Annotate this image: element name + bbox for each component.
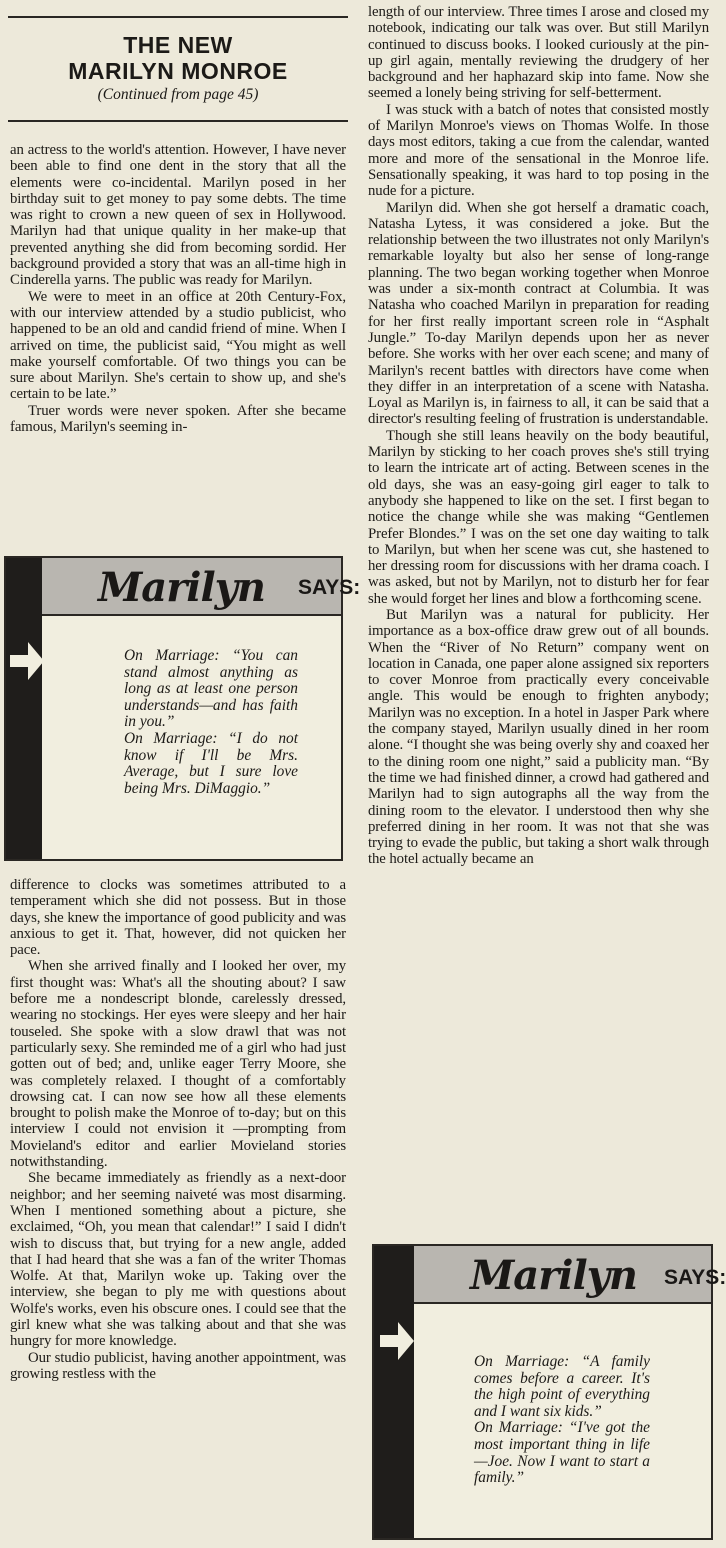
says-label: SAYS:: [664, 1266, 726, 1289]
headline-line-1: THE NEW: [123, 32, 233, 58]
paragraph: Marilyn did. When she got herself a dramatic coach, Natasha Lytess, it was considered a joke. But the relationship between the two illustrates not only Marilyn's remarkable loyalty but also her sense of long-range planning. The two began working together when Monroe was under a six-month contract at Columbia. It was Natasha who coached Marilyn in preparation for reading for her first really important screen role in “Asphalt Jungle.” To-day Marilyn depends upon her as never before. She works with her over each scene; and many of Marilyn's recent battles with directors have come when they differ in an interpretation of a scene with Natasha. Loyal as Marilyn is, in fairness to all, it can be said that a director's resulting feeling of frustration is understandable.: [368, 199, 709, 428]
marilyn-script-heading: Marilyn: [470, 1252, 637, 1299]
marilyn-says-box: [372, 1244, 726, 1540]
says-banner: [42, 558, 361, 616]
bottom-rule: [8, 120, 348, 122]
quote: On Marriage: “I've got the most important thing in life—Joe. Now I want to start a family.”: [474, 1419, 650, 1487]
headline-line-2: MARILYN MONROE: [68, 58, 288, 84]
title-block: [8, 16, 348, 122]
quote: On Marriage: “You can stand almost anything as long as at least one person understands—and has faith in you.”: [124, 647, 298, 731]
quote-block: [124, 648, 298, 797]
top-rule: [8, 16, 348, 18]
marilyn-says-box: [4, 556, 361, 861]
quote: On Marriage: “I do not know if I'll be Mrs. Average, but I sure love being Mrs. DiMaggio.”: [124, 729, 298, 797]
marilyn-script-heading: Marilyn: [98, 564, 265, 611]
paragraph: an actress to the world's attention. However, I have never been able to find one dent in the story that all the elements were co-incidental. Marilyn posed in her birthday suit to get money to pay some debts. The time was right to crown a new queen of sex in Hollywood. Marilyn had that unique quality in her make-up that prevented anything she did from becoming sordid. Her background provided a story that was an all-time high in Cinderella yarns. The public was ready for Marilyn.: [10, 142, 346, 289]
article-column-right: [368, 4, 709, 868]
continued-note: (Continued from page 45): [97, 86, 259, 103]
arrow-right-icon: [380, 1314, 416, 1368]
paragraph: Our studio publicist, having another appointment, was growing restless with the: [10, 1349, 346, 1382]
paragraph: But Marilyn was a natural for publicity. Her importance as a box-office draw grew out of all bounds. When the “River of No Return” company went on location in Canada, one paper alone assigned six reporters to cover Monroe from practically every conceivable angle. This would be enough to frighten anybody; Marilyn was no exception. In a hotel in Jasper Park where the company stayed, Marilyn usually dined in her room alone. “I thought she was being overly shy and coaxed her to the dining room one night,” said a publicity man. “By the time we had finished dinner, a crowd had gathered and Marilyn had to sign autographs all the way from the dining room to the elevator. I understood then why she preferred dining in her room. It was not that she was trying to evade the public, but taking a short walk through the hotel actually became an: [368, 606, 709, 868]
paragraph: Though she still leans heavily on the body beautiful, Marilyn by sticking to her coach proves she's still trying to learn the intricate art of acting. Between scenes in the old days, she was an easy-going girl eager to talk to anybody she happened to like on the set. I first began to notice the change while she was making “Gentlemen Prefer Blondes.” I was on the set one day waiting to talk to Marilyn, but when her scene was cut, she hastened to her dressing room for discussions with her drama coach. I was asked, but not by Marilyn, not to disturb her for fear she would forget her lines and blow a forthcoming scene.: [368, 427, 709, 607]
box-stripe: [374, 1246, 414, 1538]
article-column-left-bottom: [10, 877, 346, 1382]
says-banner: [414, 1246, 726, 1304]
says-label: SAYS:: [298, 576, 361, 599]
paragraph: She became immediately as friendly as a next-door neighbor; and her seeming naiveté was most disarming. When I mentioned something about a picture, she exclaimed, “Oh, you mean that calendar!” I said I didn't wish to discuss that, but trying for a new angle, added that I had heard that she was a fan of the writer Thomas Wolfe. At that, Marilyn woke up. Taking over the interview, she began to ply me with questions about Wolfe's works, even his obscure ones. I could see that the girl knew what she was talking about and that she was hungry for more knowledge.: [10, 1170, 346, 1350]
paragraph: We were to meet in an office at 20th Century-Fox, with our interview attended by a studio publicist, who happened to be an old and candid friend of mine. When I arrived on time, the publicist said, “You might as well make yourself comfortable. Of two things you can be sure about Marilyn. She's certain to show up, and she's certain to be late.”: [10, 288, 346, 403]
paragraph: I was stuck with a batch of notes that consisted mostly of Marilyn Monroe's views on Thomas Wolfe. In those days most editors, taking a cue from the calendar, wanted more and more of the sensational in the Monroe life. Sensationally speaking, it was hard to top posing in the nude for a picture.: [368, 101, 709, 200]
paragraph: difference to clocks was sometimes attributed to a temperament which she did not possess. But in those days, she knew the importance of good publicity and was anxious to get it. That, however, did not quicken her pace.: [10, 877, 346, 959]
paragraph: Truer words were never spoken. After she became famous, Marilyn's seeming in-: [10, 402, 346, 436]
quote-block: [474, 1354, 650, 1487]
paragraph: length of our interview. Three times I arose and closed my notebook, indicating our talk was over. But still Marilyn continued to discuss books. I looked curiously at the pin-up girl again, mentally reviewing the drudgery of her background and her haphazard skip into fame. Now she seemed a lonely being striving for self-betterment.: [368, 4, 709, 102]
quote: On Marriage: “A family comes before a career. It's the high point of everything and I want six kids.”: [474, 1353, 650, 1420]
box-stripe: [6, 558, 42, 859]
arrow-right-icon: [10, 634, 46, 688]
paragraph: When she arrived finally and I looked her over, my first thought was: What's all the shouting about? I saw before me a nondescript blonde, carelessly dressed, wearing no stockings. Her eyes were sleepy and her hair touseled. She spoke with a slow drawl that was not particularly sexy. She reminded me of a girl who had just gotten out of bed; and, unlike eager Terry Moore, she was completely relaxed. I thought of a comfortably drowsing cat. I can now see how all these elements brought to polish make the Monroe of to-day; but on this interview I could not envision it —prompting from Movieland's editor and earlier Movieland stories notwithstanding.: [10, 958, 346, 1171]
article-column-left-top: [10, 142, 346, 435]
